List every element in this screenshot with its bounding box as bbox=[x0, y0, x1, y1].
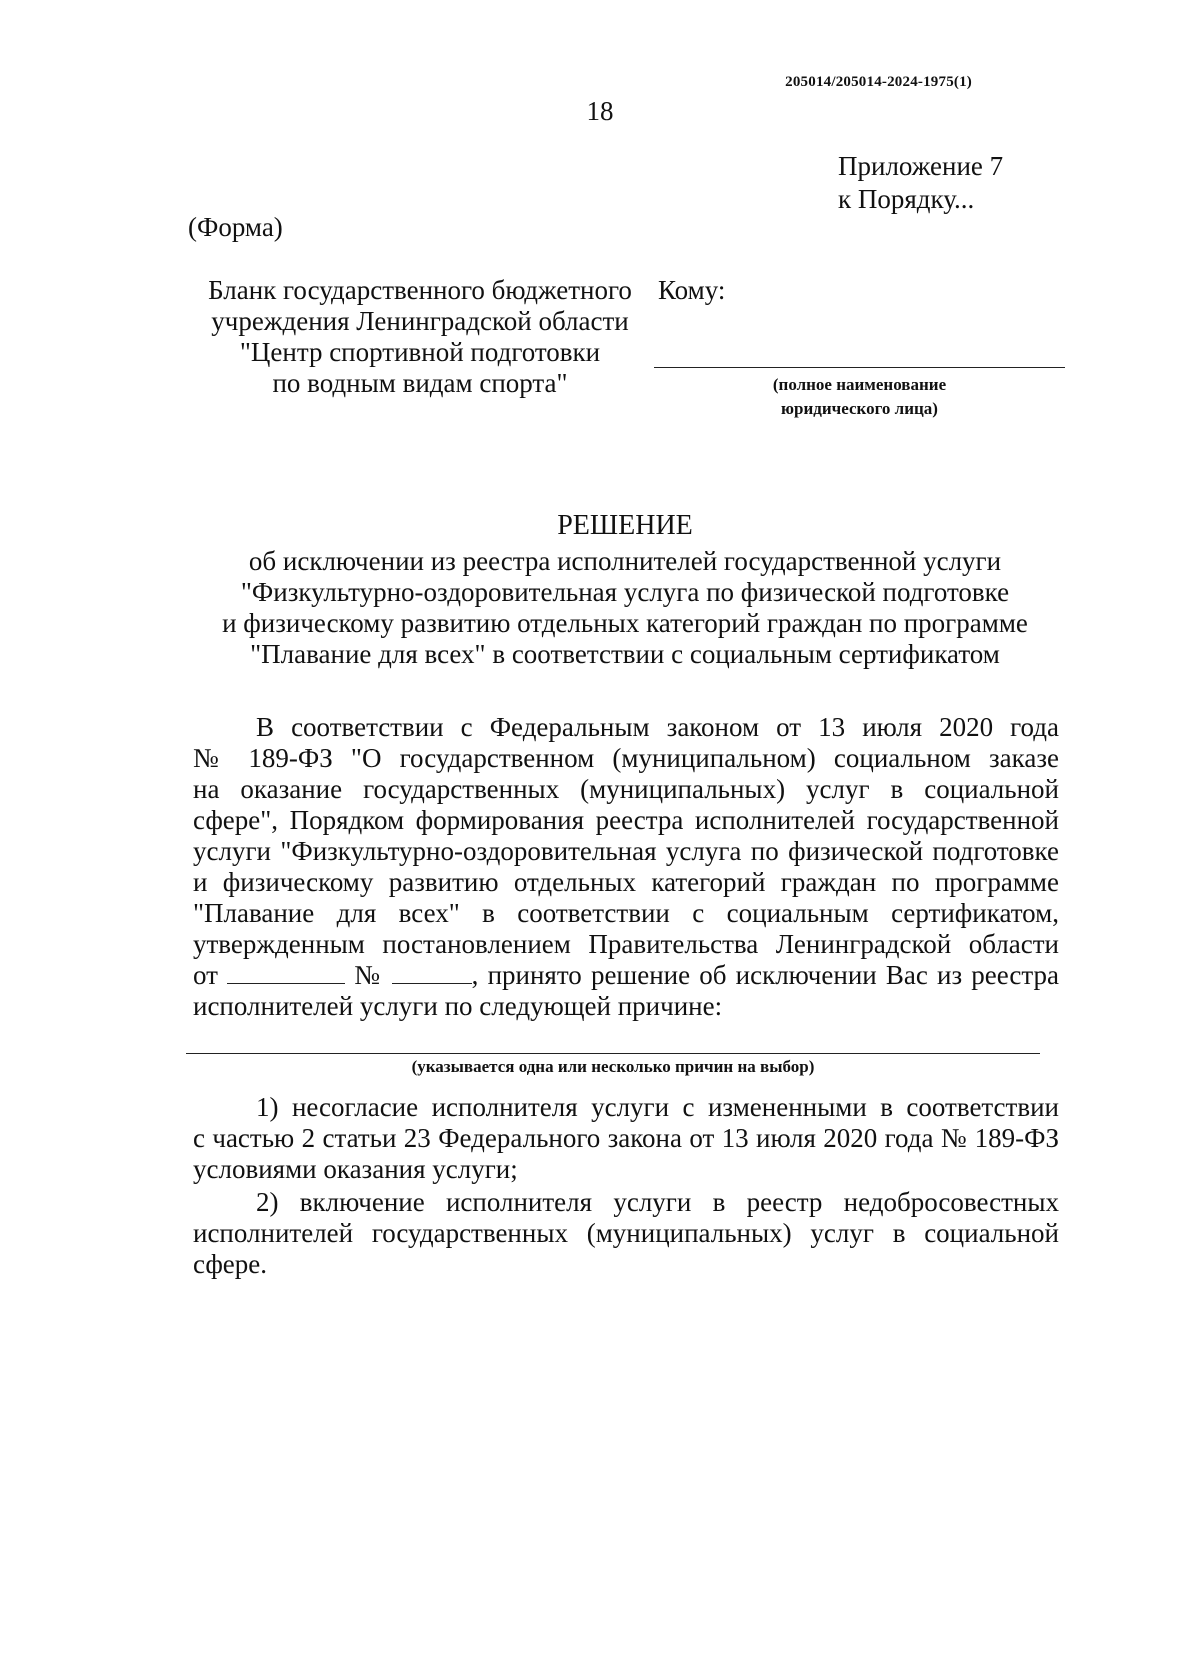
recipient-caption-line: юридического лица) bbox=[781, 399, 938, 418]
appendix-reference bbox=[838, 150, 1003, 216]
reason-line: сфере. bbox=[193, 1249, 268, 1279]
body-paragraph bbox=[193, 712, 1059, 1022]
reason-caption: (указывается одна или несколько причин на выбор) bbox=[411, 1057, 815, 1076]
document-subtitle bbox=[0, 546, 1200, 670]
reason-line: с частью 2 статьи 23 Федерального закона от 13 июля 2020 года № 189-ФЗ bbox=[193, 1123, 1059, 1153]
body-line: услуги "Физкультурно-оздоровительная услуга по физической подготовке bbox=[193, 836, 1059, 866]
sender-line: по водным видам спорта" bbox=[272, 368, 568, 398]
reason-line: 1) несогласие исполнителя услуги с измененными в соответствии bbox=[256, 1092, 1059, 1122]
recipient-caption bbox=[654, 373, 1065, 421]
reason-blank-line bbox=[186, 1053, 1040, 1054]
page-number: 18 bbox=[586, 96, 614, 126]
document-id: 205014/205014-2024-1975(1) bbox=[785, 74, 972, 90]
subtitle-line: об исключении из реестра исполнителей государственной услуги bbox=[248, 546, 1002, 576]
body-line: "Плавание для всех" в соответствии с социальным сертификатом, bbox=[193, 898, 1059, 928]
sender-block bbox=[190, 275, 650, 399]
date-blank bbox=[227, 979, 345, 984]
subtitle-line: и физическому развитию отдельных категорий граждан по программе bbox=[222, 608, 1028, 638]
sender-line: учреждения Ленинградской области bbox=[211, 306, 629, 336]
document-title: РЕШЕНИЕ bbox=[557, 510, 693, 541]
subtitle-line: "Плавание для всех" в соответствии с социальным сертификатом bbox=[250, 639, 1000, 669]
recipient-caption-line: (полное наименование bbox=[772, 375, 947, 394]
reason-item-1 bbox=[193, 1092, 1059, 1185]
form-label: (Форма) bbox=[188, 212, 283, 242]
from-word: от bbox=[193, 960, 218, 990]
sender-line: Бланк государственного бюджетного bbox=[208, 275, 632, 305]
body-line: исполнителей услуги по следующей причине: bbox=[193, 991, 723, 1021]
recipient-blank-line bbox=[654, 367, 1065, 368]
sender-line: "Центр спортивной подготовки bbox=[239, 337, 601, 367]
number-blank bbox=[392, 979, 472, 984]
body-line: № 189-ФЗ "О государственном (муниципальном) социальном заказе bbox=[193, 743, 1059, 773]
reason-item-2 bbox=[193, 1187, 1059, 1280]
appendix-line: Приложение 7 bbox=[838, 151, 1004, 181]
body-line: и физическому развитию отдельных категорий граждан по программе bbox=[193, 867, 1059, 897]
reason-line: условиями оказания услуги; bbox=[193, 1154, 518, 1184]
body-date-line bbox=[193, 960, 1059, 991]
body-line: утвержденным постановлением Правительства Ленинградской области bbox=[193, 929, 1059, 959]
reason-line: 2) включение исполнителя услуги в реестр недобросовестных bbox=[256, 1187, 1059, 1217]
reason-line: исполнителей государственных (муниципальных) услуг в социальной bbox=[193, 1218, 1059, 1248]
recipient-label: Кому: bbox=[658, 275, 726, 305]
body-line: В соответствии с Федеральным законом от 13 июля 2020 года bbox=[256, 712, 1059, 742]
body-line: сфере", Порядком формирования реестра исполнителей государственной bbox=[193, 805, 1059, 835]
subtitle-line: "Физкультурно-оздоровительная услуга по физической подготовке bbox=[240, 577, 1010, 607]
body-line: на оказание государственных (муниципальных) услуг в социальной bbox=[193, 774, 1059, 804]
number-sign: № bbox=[354, 960, 383, 990]
appendix-line: к Порядку... bbox=[838, 184, 975, 214]
decision-text: , принято решение об исключении Вас из реестра bbox=[471, 960, 1060, 990]
